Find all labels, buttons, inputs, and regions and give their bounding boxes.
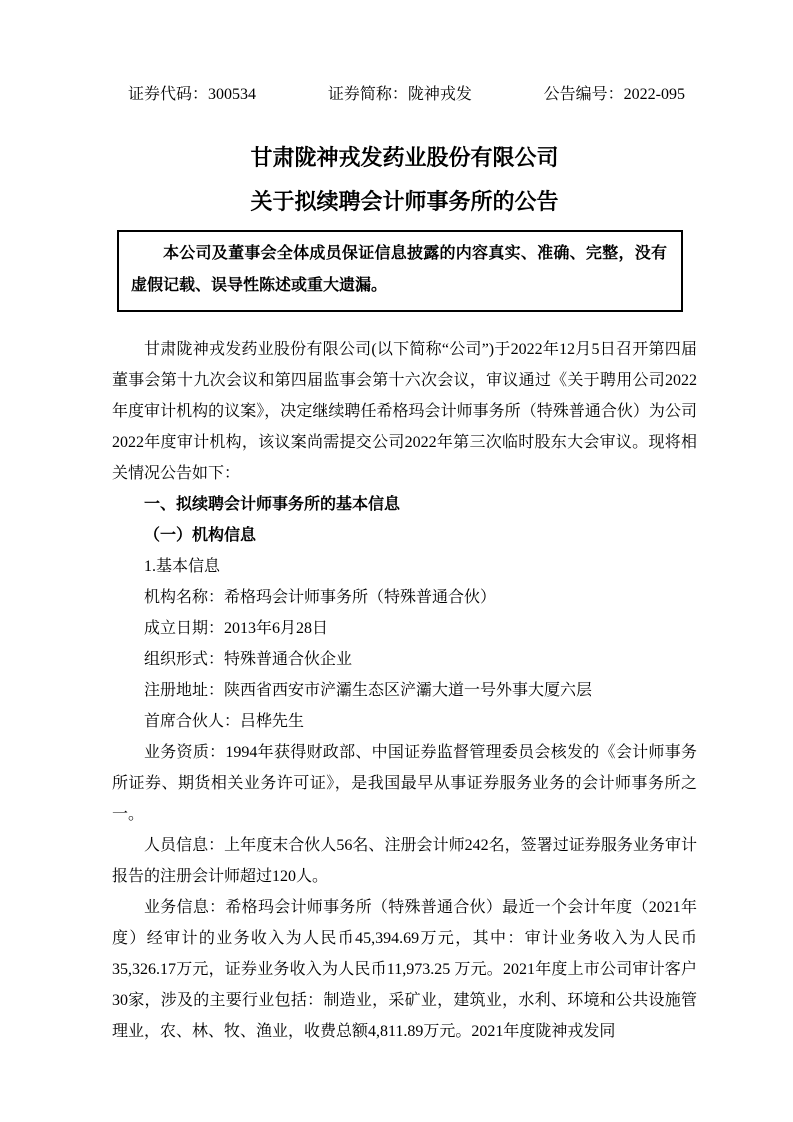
announcement-number: 公告编号：2022-095 [543,86,685,103]
qualification-paragraph: 业务资质：1994年获得财政部、中国证券监督管理委员会核发的《会计师事务所证券、期货相关业务许可证》，是我国最早从事证券服务业务的会计师事务所之一。 [112,744,697,823]
org-form-line: 组织形式：特殊普通合伙企业 [144,651,353,668]
document-header [112,84,697,106]
org-name-line: 机构名称：希格玛会计师事务所（特殊普通合伙） [144,589,497,606]
intro-paragraph: 甘肃陇神戎发药业股份有限公司(以下简称“公司”)于2022年12月5日召开第四届董事会第十九次会议和第四届监事会第十六次会议，审议通过《关于聘用公司2022年度审计机构的议案》，决定继续聘任希格玛会计师事务所（特殊普通合伙）为公司2022年度审计机构，该议案尚需提交公司2022年第三次临时股东大会审议。现将相关情况公告如下： [112,341,697,482]
chief-partner-line: 首席合伙人：吕桦先生 [144,713,305,730]
stock-abbr: 证券简称：陇神戎发 [327,86,472,103]
section-1-1-heading: （一）机构信息 [144,527,257,544]
company-name-title: 甘肃陇神戎发药业股份有限公司 [250,145,559,170]
document-body [112,334,697,1047]
business-paragraph: 业务信息：希格玛会计师事务所（特殊普通合伙）最近一个会计年度（2021年度）经审计的业务收入为人民币45,394.69万元，其中：审计业务收入为人民币35,326.17万元，证券业务收入为人民币11,973.25 万元。2021年度上市公司审计客户30家，涉及的主要行业包括：制造业，采矿业，建筑业，水利、环境和公共设施管理业，农、林、牧、渔业，收费总额4,811.89万元。2021年度陇神戎发同 [112,899,697,1040]
registered-address-line: 注册地址：陕西省西安市浐灞生态区浐灞大道一号外事大厦六层 [144,682,593,699]
founded-date-line: 成立日期：2013年6月28日 [144,620,329,637]
stock-code: 证券代码：300534 [128,86,257,103]
disclosure-statement-text: 本公司及董事会全体成员保证信息披露的内容真实、准确、完整，没有虚假记载、误导性陈述或重大遗漏。 [131,245,667,294]
personnel-paragraph: 人员信息：上年度末合伙人56名、注册会计师242名，签署过证券服务业务审计报告的注册会计师超过120人。 [112,837,697,885]
section-1-heading: 一、拟续聘会计师事务所的基本信息 [144,496,401,513]
disclosure-statement-box [117,230,683,312]
item-1-basic-info-heading: 1.基本信息 [144,558,221,575]
announcement-title: 关于拟续聘会计师事务所的公告 [250,189,559,214]
title-block [112,136,697,224]
